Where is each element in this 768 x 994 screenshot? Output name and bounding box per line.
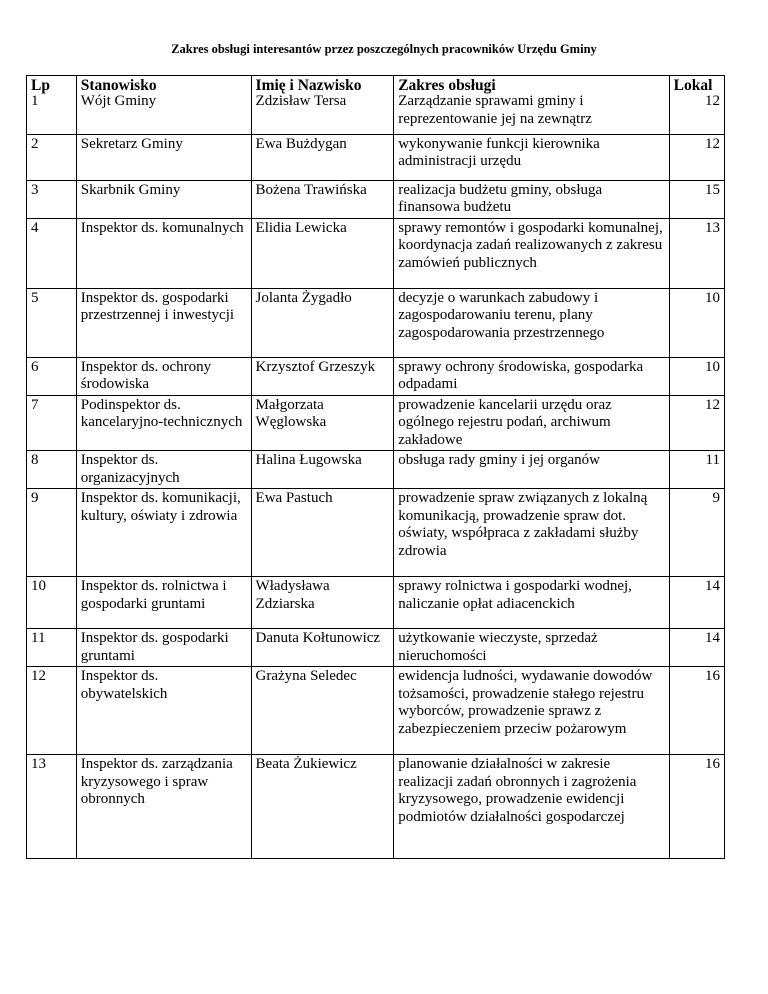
table-row <box>27 629 725 667</box>
staff-table <box>26 75 725 859</box>
header-lp: Lp <box>27 76 77 94</box>
cell-stanowisko: Skarbnik Gminy <box>76 180 251 218</box>
cell-zakres: użytkowanie wieczyste, sprzedaż nieruchomości <box>394 629 669 667</box>
cell-lokal: 11 <box>669 451 724 489</box>
cell-lp: 11 <box>27 629 77 667</box>
cell-lokal: 16 <box>669 667 724 755</box>
cell-lp: 4 <box>27 218 77 288</box>
cell-imie-nazwisko: Ewa Pastuch <box>251 489 394 577</box>
cell-lokal: 12 <box>669 93 724 134</box>
cell-lp: 2 <box>27 134 77 180</box>
cell-stanowisko: Inspektor ds. gospodarki gruntami <box>76 629 251 667</box>
cell-zakres: prowadzenie kancelarii urzędu oraz ogólnego rejestru podań, archiwum zakładowe <box>394 395 669 451</box>
cell-lp: 12 <box>27 667 77 755</box>
cell-lokal: 10 <box>669 288 724 357</box>
cell-imie-nazwisko: Danuta Kołtunowicz <box>251 629 394 667</box>
cell-zakres: Zarządzanie sprawami gminy i reprezentowanie jej na zewnątrz <box>394 93 669 134</box>
header-zakres: Zakres obsługi <box>394 76 669 94</box>
cell-stanowisko: Inspektor ds. ochrony środowiska <box>76 357 251 395</box>
cell-lokal: 9 <box>669 489 724 577</box>
table-header-row <box>27 76 725 94</box>
table-body <box>27 93 725 859</box>
header-lokal: Lokal <box>669 76 724 94</box>
cell-lokal: 10 <box>669 357 724 395</box>
table-row <box>27 451 725 489</box>
cell-lp: 6 <box>27 357 77 395</box>
cell-imie-nazwisko: Halina Ługowska <box>251 451 394 489</box>
cell-imie-nazwisko: Beata Żukiewicz <box>251 755 394 859</box>
cell-zakres: obsługa rady gminy i jej organów <box>394 451 669 489</box>
cell-zakres: prowadzenie spraw związanych z lokalną komunikacją, prowadzenie spraw dot. oświaty, współpraca z zakładami służby zdrowia <box>394 489 669 577</box>
table-row <box>27 288 725 357</box>
cell-zakres: realizacja budżetu gminy, obsługa finansowa budżetu <box>394 180 669 218</box>
cell-lp: 1 <box>27 93 77 134</box>
cell-stanowisko: Inspektor ds. organizacyjnych <box>76 451 251 489</box>
table-row <box>27 218 725 288</box>
cell-lokal: 15 <box>669 180 724 218</box>
table-row <box>27 395 725 451</box>
cell-imie-nazwisko: Władysława Zdziarska <box>251 577 394 629</box>
table-row <box>27 755 725 859</box>
cell-imie-nazwisko: Grażyna Seledec <box>251 667 394 755</box>
table-row <box>27 357 725 395</box>
cell-stanowisko: Wójt Gminy <box>76 93 251 134</box>
cell-imie-nazwisko: Bożena Trawińska <box>251 180 394 218</box>
cell-stanowisko: Inspektor ds. komunikacji, kultury, oświaty i zdrowia <box>76 489 251 577</box>
table-row <box>27 577 725 629</box>
cell-lokal: 14 <box>669 629 724 667</box>
cell-lp: 7 <box>27 395 77 451</box>
cell-imie-nazwisko: Krzysztof Grzeszyk <box>251 357 394 395</box>
cell-lp: 10 <box>27 577 77 629</box>
table-row <box>27 667 725 755</box>
cell-lokal: 14 <box>669 577 724 629</box>
cell-lokal: 13 <box>669 218 724 288</box>
cell-zakres: wykonywanie funkcji kierownika administracji urzędu <box>394 134 669 180</box>
cell-lp: 9 <box>27 489 77 577</box>
cell-stanowisko: Inspektor ds. obywatelskich <box>76 667 251 755</box>
cell-lp: 8 <box>27 451 77 489</box>
cell-zakres: sprawy remontów i gospodarki komunalnej, koordynacja zadań realizowanych z zakresu zamówień publicznych <box>394 218 669 288</box>
document-title: Zakres obsługi interesantów przez poszczególnych pracowników Urzędu Gminy <box>171 42 597 56</box>
header-stanowisko: Stanowisko <box>76 76 251 94</box>
table-row <box>27 134 725 180</box>
cell-lokal: 12 <box>669 134 724 180</box>
cell-stanowisko: Podinspektor ds. kancelaryjno-technicznych <box>76 395 251 451</box>
cell-imie-nazwisko: Zdzisław Tersa <box>251 93 394 134</box>
cell-lp: 5 <box>27 288 77 357</box>
cell-stanowisko: Inspektor ds. rolnictwa i gospodarki gruntami <box>76 577 251 629</box>
cell-imie-nazwisko: Elidia Lewicka <box>251 218 394 288</box>
cell-lp: 13 <box>27 755 77 859</box>
cell-imie-nazwisko: Ewa Bużdygan <box>251 134 394 180</box>
cell-zakres: sprawy ochrony środowiska, gospodarka odpadami <box>394 357 669 395</box>
cell-lp: 3 <box>27 180 77 218</box>
cell-zakres: ewidencja ludności, wydawanie dowodów tożsamości, prowadzenie stałego rejestru wyborców, prowadzenie sprawz z zabezpieczeniem przeciw pożarowym <box>394 667 669 755</box>
cell-zakres: planowanie działalności w zakresie realizacji zadań obronnych i zagrożenia kryzysowego, prowadzenie ewidencji podmiotów działalności gospodarczej <box>394 755 669 859</box>
cell-stanowisko: Inspektor ds. komunalnych <box>76 218 251 288</box>
header-imie-nazwisko: Imię i Nazwisko <box>251 76 394 94</box>
cell-zakres: decyzje o warunkach zabudowy i zagospodarowaniu terenu, plany zagospodarowania przestrzennego <box>394 288 669 357</box>
cell-imie-nazwisko: Jolanta Żygadło <box>251 288 394 357</box>
cell-stanowisko: Inspektor ds. gospodarki przestrzennej i inwestycji <box>76 288 251 357</box>
cell-lokal: 16 <box>669 755 724 859</box>
table-row <box>27 489 725 577</box>
cell-stanowisko: Inspektor ds. zarządzania kryzysowego i spraw obronnych <box>76 755 251 859</box>
cell-stanowisko: Sekretarz Gminy <box>76 134 251 180</box>
cell-zakres: sprawy rolnictwa i gospodarki wodnej, naliczanie opłat adiacenckich <box>394 577 669 629</box>
table-row <box>27 93 725 134</box>
cell-imie-nazwisko: Małgorzata Węglowska <box>251 395 394 451</box>
table-row <box>27 180 725 218</box>
cell-lokal: 12 <box>669 395 724 451</box>
